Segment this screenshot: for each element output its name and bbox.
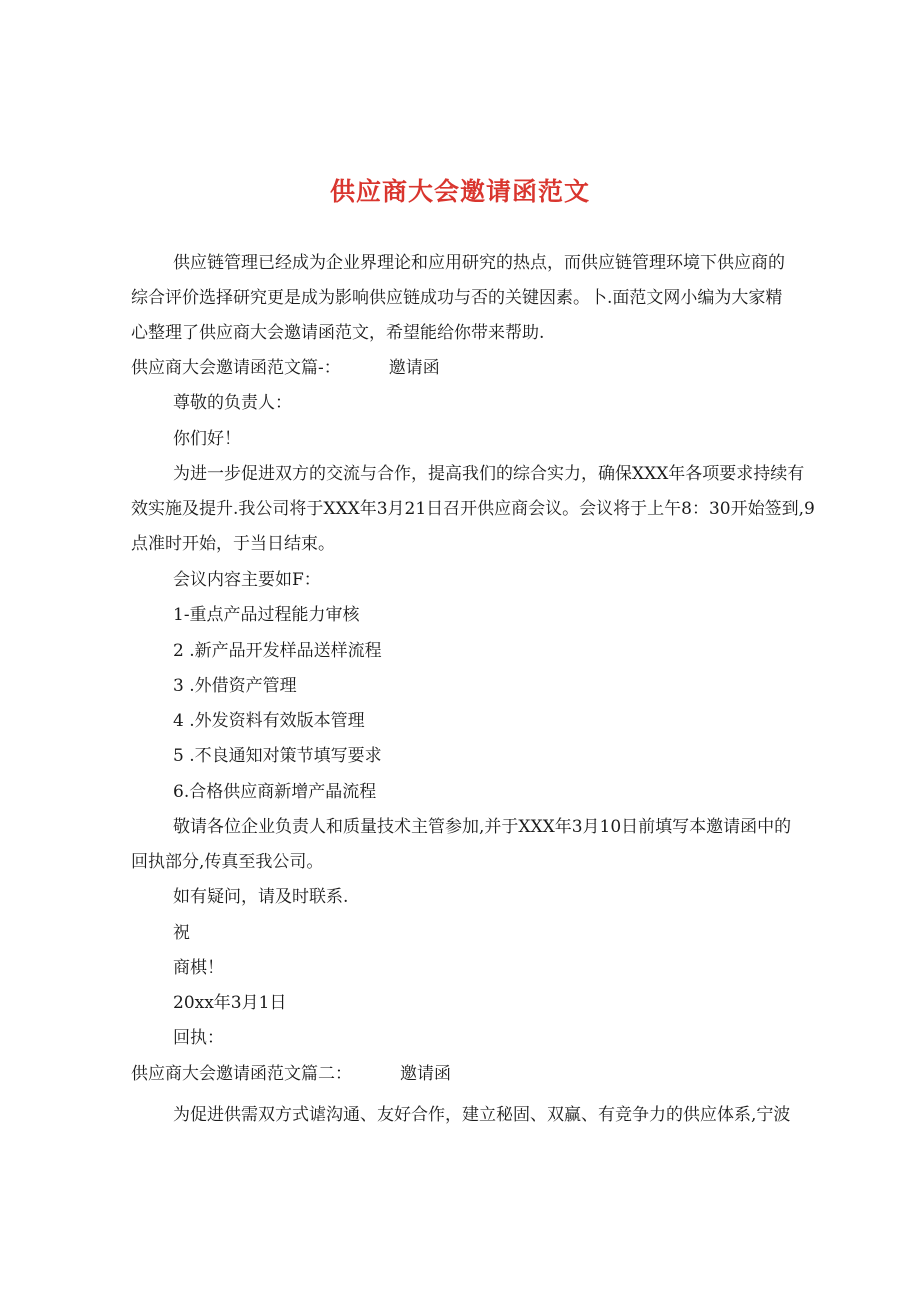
greeting-hello: 你们好！ [173, 429, 241, 449]
greeting-salutation: 尊敬的负责人： [173, 393, 292, 413]
section2-heading-tail: 邀请函 [400, 1064, 451, 1084]
receipt-label: 回执： [173, 1028, 224, 1048]
agenda-intro: 会议内容主要如F： [173, 570, 321, 590]
agenda-item: 5 .不良通知对策节填写要求 [173, 746, 382, 766]
document-title: 供应商大会邀请函范文 [329, 177, 590, 206]
closing-wish: 祝 [173, 923, 190, 943]
request-line-2: 回执部分,传真至我公司。 [131, 852, 324, 872]
agenda-item: 6.合格供应商新增产晶流程 [173, 782, 377, 802]
section1-heading-label: 供应商大会邀请函范文篇-： [131, 358, 341, 378]
intro-line-3: 心整理了供应商大会邀请函范文，希望能给你带来帮助. [131, 323, 545, 343]
section2-heading [131, 1063, 451, 1085]
letter-date: 20xx年3月1日 [173, 993, 287, 1013]
closing-blessing: 商棋！ [173, 958, 224, 978]
intro-line-2: 综合评价选择研究更是成为影响供应链成功与否的关键因素。卜.面范文网小编为大家精 [131, 288, 783, 308]
agenda-item: 2 .新产品开发样品送样流程 [173, 641, 382, 661]
body-line-3: 点准时开始，于当日结束。 [131, 534, 335, 554]
section2-body-line-1: 为促进供需双方式谑沟通、友好合作，建立秘固、双赢、有竞争力的供应体系,宁波 [173, 1105, 791, 1125]
agenda-item: 3 .外借资产管理 [173, 676, 297, 696]
section1-heading-tail: 邀请函 [388, 358, 440, 378]
section1-heading [131, 357, 440, 379]
body-line-2: 效实施及提升.我公司将于XXX年3月21日召开供应商会议。会议将于上午8：30开始签到,9 [131, 499, 815, 519]
agenda-item: 4 .外发资料有效版本管理 [173, 711, 365, 731]
intro-line-1: 供应链管理已经成为企业界理论和应用研究的热点，而供应链管理环境下供应商的 [173, 253, 785, 273]
request-line-1: 敬请各位企业负责人和质量技术主管参加,并于XXX年3月10日前填写本邀请函中的 [173, 817, 792, 837]
body-line-1: 为进一步促进双方的交流与合作，提高我们的综合实力，确保XXX年各项要求持续有 [173, 464, 805, 484]
contact-line: 如有疑问，请及时联系. [173, 887, 349, 907]
section2-heading-label: 供应商大会邀请函范文篇二： [131, 1064, 352, 1084]
agenda-item: 1-重点产品过程能力审核 [173, 605, 360, 625]
